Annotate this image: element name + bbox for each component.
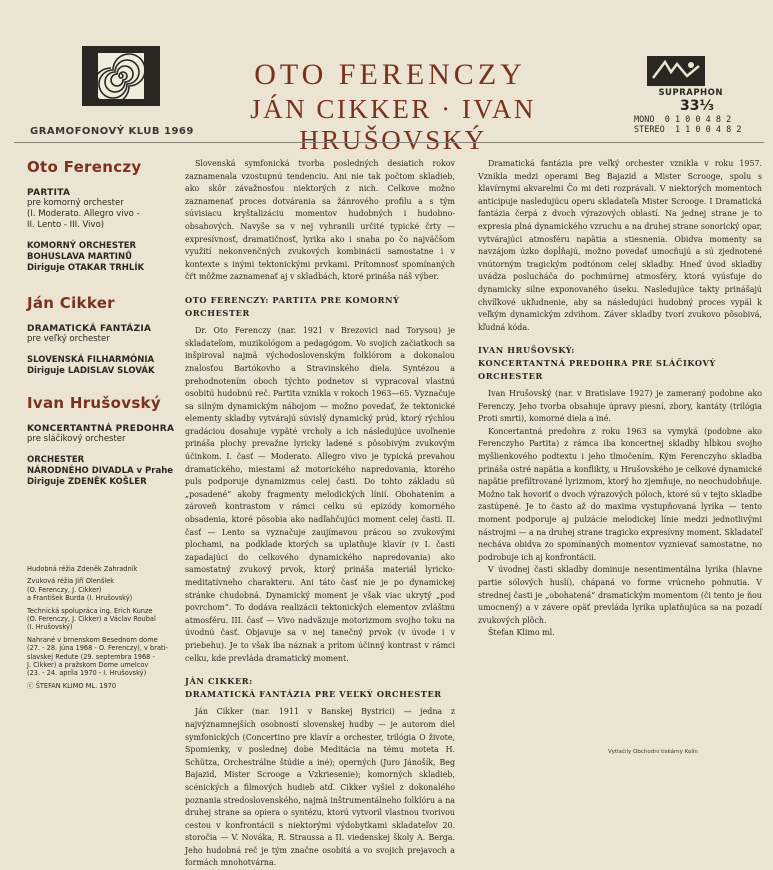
rpm: 33⅓	[680, 98, 714, 114]
credit-sound: Zvuková réžia Jiří Olenšlek (O. Ferenczy, J. Cikker) a František Burda (I. Hrušovský)	[27, 577, 133, 603]
catalog-numbers	[634, 115, 741, 135]
work-title: PARTITA	[27, 188, 71, 198]
spiral-logo-icon	[98, 53, 144, 99]
work-detail: pre sláčikový orchester	[27, 434, 126, 444]
performer: ORCHESTER	[27, 455, 85, 465]
label-name: SUPRAPHON	[658, 88, 723, 98]
section-heading: KONCERTANTNÁ PREDOHRA PRE SLÁČIKOVÝ ORCHESTER	[478, 357, 716, 381]
section-heading: JÁN CIKKER:	[185, 676, 253, 687]
header-divider	[14, 142, 764, 143]
text-column-1	[185, 158, 455, 870]
work-title: DRAMATICKÁ FANTÁZIA	[27, 324, 152, 334]
signature: Štefan Klimo ml.	[488, 628, 555, 638]
work-detail: (I. Moderato. Allegro vivo -	[27, 209, 140, 219]
paragraph: Ivan Hrušovský (nar. v Bratislave 1927) je zameraný podobne ako Ferenczy. Jeho tvorba obsahuje úpravy piesní, zbory, kantáty (trilógia Proti smrti), komorné diela a iné.	[478, 389, 762, 424]
catalog-stereo: STEREO 1 1 0 0 4 8 2	[634, 125, 742, 135]
composer-name: Ján Cikker	[27, 294, 115, 312]
section-heading: DRAMATICKÁ FANTÁZIA PRE VEĽKÝ ORCHESTER	[185, 688, 442, 699]
credits	[27, 565, 177, 694]
credit-recording: Nahrané v brnenskom Besednom dome (27. - 28. júna 1968 - O. Ferenczy), v brati- slavskej Redute (29. septembra 1968 - J. Cikker) a pražskom Dome umelcov (23. - 24. apríla 1970 - I. Hrušovský)	[27, 635, 168, 678]
work-detail: pre veľký orchester	[27, 334, 110, 344]
work-detail: II. Lento - III. Vivo)	[27, 220, 105, 230]
club-logo	[82, 46, 160, 106]
section-heading: OTO FERENCZY: PARTITA PRE KOMORNÝ ORCHESTER	[185, 294, 400, 318]
title-line1: OTO FERENCZY	[254, 58, 526, 91]
paragraph: V úvodnej časti skladby dominuje nesentimentálna lyrika (hlavne partie sólových huslí), chápaná vo forme vrúcneho pohnutia. V strednej časti je „obohatená“ dramatickým momentom (či tento je ňou umocnený) a v závere opäť prevláda lyrika uplatňujúca sa na pozadí zvukových plôch.	[478, 565, 762, 625]
credit-producer: Hudobná réžia Zdeněk Zahradník	[27, 565, 138, 573]
catalog-mono: MONO 0 1 0 0 4 8 2	[634, 115, 732, 125]
club-name: GRAMOFONOVÝ KLUB 1969	[30, 126, 194, 137]
paragraph: Ján Cikker (nar. 1911 v Banskej Bystrici) — jedna z najvýznamnejších osobností slovenskej hudby — je autorom diel symfonických (Concertino pre klavír a orchester, trilógia O živote, Spomienky, v poslednej dobe Meditácia na tému moteta H. Schütza, Orchestrálne štúdie a iné); operných (Juro Jánošík, Beg Bajazid, Mister Scrooge a Vzkriesenie); komorných skladieb, scénických a filmových hudieb atď. Cikker vyšiel z dokonalého poznania stredoslovenského, najmä inštrumentálneho folklóru a na druhej strane sa opiera o syntézu, ktorú vytvoril vlastnou tvorivou cestou v konfrontácii s niektorými výdobytkami skladateľov 20. storočia — V. Nováka, R. Straussa a II. viedenskej školy A. Berga. Jeho hudobná reč je tým značne osobitá a vo svojich prejavoch a formách mnohotvárna.	[185, 707, 455, 868]
performer: SLOVENSKÁ FILHARMÓNIA	[27, 355, 155, 365]
work-title: KONCERTANTNÁ PREDOHRA	[27, 424, 175, 434]
composer-name: Ivan Hrušovský	[27, 394, 161, 412]
printer-note: Vytlačily Obchodní tiskárny Kolín	[608, 749, 698, 755]
paragraph: Dramatická fantázia pre veľký orchester vznikla v roku 1957. Vznikla medzi operami Beg Bajazid a Mister Scrooge, spolu s klavírnymi akvarelmi Čo mi deti rozprávali. V niektorých momentoch anticipuje nasledujúcu operu skladateľa Mister Scrooge. I Dramatická fantázia čerpá z dvoch výrazových oblastí. Na jednej strane je to expresia plná dynamického vzruchu a na druhej strane sonorický opar, vytvárajúci atmosféru napätia a stiesnenia. Obidva momenty sa navzájom úzko dopĺňajú, možno povedať umocňujú a sú zjednotené vnútorným tragickým podtónom celej skladby. Hneď úvod skladby uvádza poslucháča do pochmúrnej atmosféry, ktorá vyúsťuje do dynamicky silne exponovaného úseku. Nasledujúce takty prinášajú chvíľkové ukľudnenie, aby sa následujúci hudobný proces vypäl k veľkým dynamickým zdvihom. Záver skladby tvorí zvukovo pôsobivá, kľudná kóda.	[478, 159, 762, 332]
text-column-2	[478, 158, 762, 640]
supraphon-logo-icon	[647, 56, 705, 86]
section-heading: IVAN HRUŠOVSKÝ:	[478, 345, 575, 356]
conductor: Diriguje OTAKAR TRHLÍK	[27, 263, 145, 273]
program-listing	[27, 158, 177, 488]
copyright: ⓒ ŠTEFAN KLIMO ML. 1970	[27, 681, 117, 690]
performer: BOHUSLAVA MARTINŮ	[27, 252, 132, 262]
work-detail: pre komorný orchester	[27, 198, 124, 208]
composer-name: Oto Ferenczy	[27, 158, 142, 176]
conductor: Diriguje LADISLAV SLOVÁK	[27, 366, 155, 376]
performer: KOMORNÝ ORCHESTER	[27, 241, 137, 251]
paragraph: Koncertantná predohra z roku 1963 sa vymyká (podobne ako Ferenczyho Partita) z rámca iba koncertnej skladby hĺbkou svojho myšlienkového podtextu i jeho tlmočením. Kým Ferenczyho skladba prináša ostré napätia a konflikty, u Hrušovského je celkové dynamické napätie prefiltrované lyrizmom, ktorý ho zjemňuje, no neochudobňuje. Možno tak hovoriť o dvoch výrazových póloch, ktoré sú v tejto skladbe zastúpené. Je to často až do maxima vystupňovaná lyrika — tento moment podporuje aj pulzácie melodickej línie medzi jednotlivými nástrojmi — a na druhej strane tragicko expresívny moment. Skladateľ necháva obidva zo spomínaných momentov vyznievať samostatne, no podrobuje ich aj konfrontácii.	[478, 426, 762, 562]
intro-paragraph: Slovenská symfonická tvorba posledných desiatich rokov zaznamenala vzostupnú tendenciu. Ani nie tak počtom skladieb, ako skôr závažnosťou niektorých z nich. Celkove možno zaznamenať proces dotvárania sa žánrového profilu a s tým súvisiacu kryštalizáciu momentov hudobných i hudobno-obsahových. Navyše sa v nej vyhranili určité typické črty — expresívnosť, dramatičnosť, lyrika ako i snaha po čo najväčšom využití nekonvenčných zvukových kombinácií samostatne i v kontexte s inými tektonickými prvkami. Prítomnosť spomínaných čŕt môžme zaznamenať aj v skladbách, ktoré prináša náš výber.	[185, 159, 455, 282]
paragraph: Dr. Oto Ferenczy (nar. 1921 v Brezovici nad Torysou) je skladateľom, muzikológom a pedagógom. Vo svojich začiatkoch sa inšpiroval najmä východoslovenským folklórom a dokonalou znalosťou Bartókovho a Stravinského diela. Syntézou a prehodnotením oboch týchto podnetov si vypracoval vlastnú osobitú hudobnú reč. Partita vznikla v rokoch 1963—65. Vyznačuje sa silným dynamickým nábojom — možno povedať, že tektonické elementy skladby vytvárajú súvislý dynamický prúd, ktorý rýchlou gradáciou dosahuje vypäté vrcholy a ich následujúce uvoľnenie prináša plochy prevažne lyricky ladené s pôsobivým zvukovým účinkom. I. časť — Moderato. Allegro vivo je typická prevahou dramatického, miestami až motorického napredovania, ktorého puls podporuje dynamizmus celej časti. Do tohto základu sú „posadené“ akoby fragmenty melodických línií. Obohatením a zároveň kontrastom v rámci celku sú epizódy komorného obsadenia, ktoré pôsobia ako nadľahčujúci moment celej časti. II. časť — Lento sa vyznačuje zaujímavou prácou so zvukovými plochami, na podklade ktorých sa uplatňuje klavír (v I. časti zapadajúci do celkového dynamického napredovania) ako samostatný zvukový prvok, ktorý prináša materiál lyricko-meditatívneho charakteru. Ani táto časť nie je po dynamickej stránke chudobná. Dynamický moment je však viac ukrytý „pod povrchom“. To dodáva realizácii tektonických elementov zvláštnu atmosféru. III. časť — Vivo nadväzuje motorizmom svojho toku na úvodnú časť. Objavuje sa v nej tanečný prvok (v úvode i v priebehu). Je to však iba náznak a prítom účinný kontrast v rámci celku, kde prevláda dramatický moment.	[185, 326, 455, 663]
title-line2: JÁN CIKKER · IVAN HRUŠOVSKÝ	[250, 94, 536, 155]
performer: NÁRODNÉHO DIVADLA v Prahe	[27, 466, 174, 476]
credit-technical: Technická spolupráca ing. Erich Kunze (O. Ferenczy, J. Cikker) a Václav Roubal (I. Hrušovský)	[27, 606, 156, 632]
conductor: Diriguje ZDENĚK KOŠLER	[27, 477, 147, 487]
